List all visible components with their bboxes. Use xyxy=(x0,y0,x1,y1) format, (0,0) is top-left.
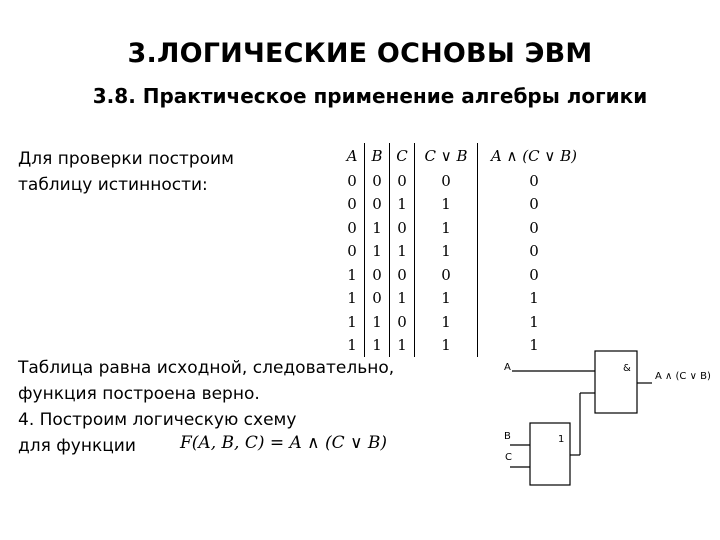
truth-table-cell: 1 xyxy=(478,287,591,311)
truth-table-cell: 0 xyxy=(390,216,415,240)
function-formula: F(A, B, C) = A ∧ (C ∨ B) xyxy=(180,433,388,453)
truth-table-cell: 1 xyxy=(347,312,357,331)
truth-table-cell: 0 xyxy=(478,240,591,264)
truth-table xyxy=(340,143,590,357)
truth-table-cell: 1 xyxy=(347,265,357,284)
truth-table-cell: 0 xyxy=(347,242,357,261)
logic-schematic xyxy=(490,345,715,495)
conclusion-line: Таблица равна исходной, следовательно, xyxy=(18,358,395,378)
truth-table-cell: 0 xyxy=(478,193,591,217)
truth-table-cell: 0 xyxy=(365,169,390,193)
input-c-label: C xyxy=(505,452,512,463)
truth-table-header xyxy=(340,143,590,169)
truth-table-row xyxy=(340,193,590,217)
truth-table-cell: 1 xyxy=(347,289,357,308)
slide-subtitle: 3.8. Практическое применение алгебры логики xyxy=(92,84,648,108)
truth-table-cell: 0 xyxy=(347,171,357,190)
truth-table-row xyxy=(340,169,590,193)
truth-table-cell: 0 xyxy=(365,193,390,217)
schematic-output-label: A ∧ (C ∨ B) xyxy=(655,371,711,382)
truth-table-cell: 0 xyxy=(390,310,415,334)
or-gate-symbol: 1 xyxy=(558,434,565,445)
and-gate xyxy=(595,351,637,413)
truth-table-cell: 0 xyxy=(478,216,591,240)
truth-table-cell: 0 xyxy=(390,169,415,193)
conclusion-line: функция построена верно. xyxy=(18,384,260,404)
conclusion-line: 4. Построим логическую схему xyxy=(18,410,297,430)
input-b-label: B xyxy=(504,431,511,442)
intro-line: таблицу истинности: xyxy=(18,175,208,195)
conclusion-line: для функции xyxy=(18,436,136,456)
truth-table-cell: 0 xyxy=(478,263,591,287)
slide-title: 3.ЛОГИЧЕСКИЕ ОСНОВЫ ЭВМ xyxy=(127,38,593,69)
truth-table-cell: 1 xyxy=(390,287,415,311)
header-a-and-c-or-b: A ∧ (C ∨ B) xyxy=(478,143,591,169)
truth-table-cell: 1 xyxy=(390,240,415,264)
truth-table-row xyxy=(340,287,590,311)
or-gate xyxy=(530,423,570,485)
input-a-label: A xyxy=(504,362,511,373)
truth-table-cell: 0 xyxy=(365,263,390,287)
truth-table-cell: 1 xyxy=(347,336,357,355)
truth-table-cell: 0 xyxy=(347,218,357,237)
truth-table-cell: 1 xyxy=(415,193,478,217)
header-c: C xyxy=(390,143,415,169)
header-c-or-b: C ∨ B xyxy=(415,143,478,169)
truth-table-cell: 0 xyxy=(415,263,478,287)
intro-text xyxy=(18,146,234,198)
truth-table-cell: 1 xyxy=(365,310,390,334)
header-b: B xyxy=(365,143,390,169)
truth-table-cell: 1 xyxy=(390,334,415,358)
truth-table-cell: 1 xyxy=(415,240,478,264)
truth-table-cell: 1 xyxy=(415,310,478,334)
truth-table-row xyxy=(340,263,590,287)
truth-table-cell: 1 xyxy=(365,240,390,264)
truth-table-cell: 1 xyxy=(390,193,415,217)
truth-table-cell: 1 xyxy=(415,216,478,240)
truth-table-cell: 1 xyxy=(415,287,478,311)
truth-table-cell: 1 xyxy=(478,310,591,334)
truth-table-row xyxy=(340,216,590,240)
truth-table-row xyxy=(340,310,590,334)
truth-table-row xyxy=(340,240,590,264)
truth-table-cell: 0 xyxy=(478,169,591,193)
truth-table-cell: 0 xyxy=(365,287,390,311)
truth-table-cell: 0 xyxy=(415,169,478,193)
truth-table-cell: 0 xyxy=(347,195,357,214)
truth-table-cell: 0 xyxy=(390,263,415,287)
truth-table-cell: 1 xyxy=(365,334,390,358)
and-gate-symbol: & xyxy=(623,363,631,374)
truth-table-cell: 1 xyxy=(415,334,478,358)
intro-line: Для проверки построим xyxy=(18,149,234,169)
truth-table-cell: 1 xyxy=(478,334,591,358)
truth-table-cell: 1 xyxy=(365,216,390,240)
header-a: A xyxy=(346,147,358,165)
